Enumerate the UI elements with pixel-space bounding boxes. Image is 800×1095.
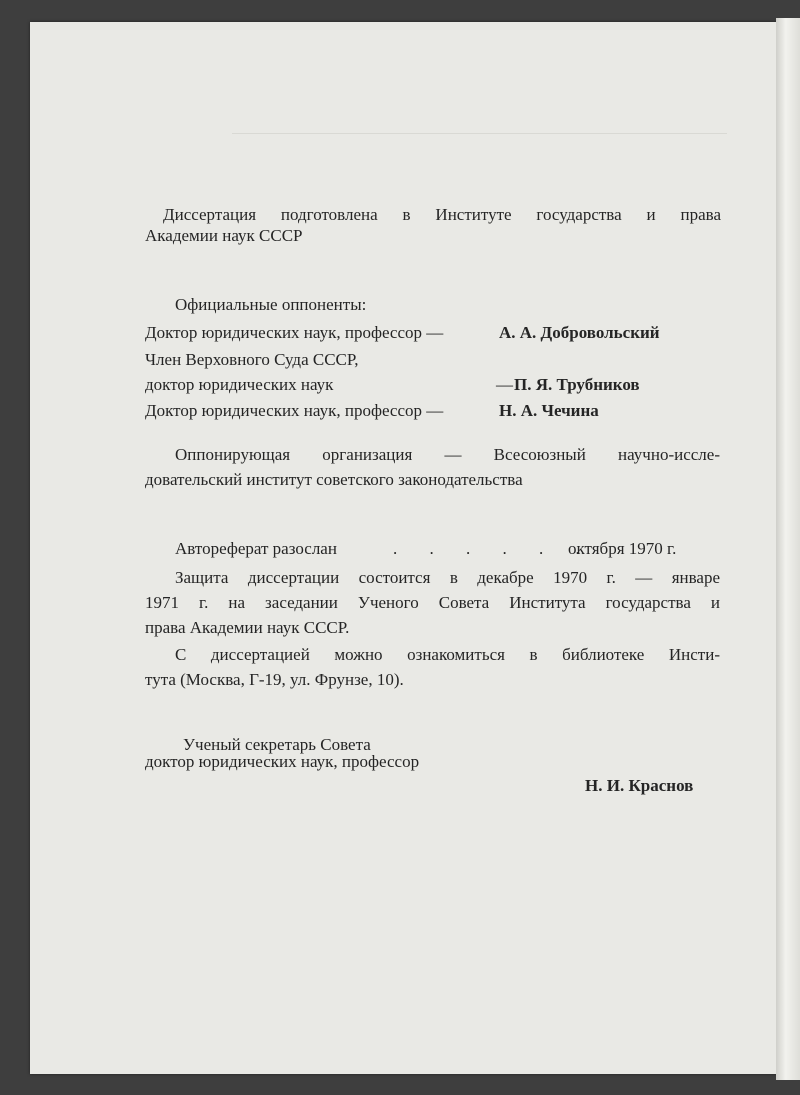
opponent-2-name: П. Я. Трубников (514, 375, 640, 394)
opponent-3-name: Н. А. Чечина (499, 401, 599, 420)
prepared-line-1: Диссертация подготовлена в Институте государства и права (163, 205, 721, 224)
opponent-2-title-b: доктор юридических наук (145, 375, 334, 394)
opponent-2-title-a: Член Верховного Суда СССР, (145, 350, 359, 369)
library-line-2: тута (Москва, Г-19, ул. Фрунзе, 10). (145, 670, 404, 689)
library-line-1: С диссертацией можно ознакомиться в библиотеке Инсти- (175, 645, 720, 664)
prepared-line-2: Академии наук СССР (145, 226, 303, 245)
defense-line-3: права Академии наук СССР. (145, 618, 350, 637)
signature-name: Н. И. Краснов (585, 776, 694, 795)
organization-line-2: довательский институт советского законодательства (145, 470, 523, 489)
sent-dots: . . . . . . (393, 539, 594, 558)
opponents-heading: Официальные оппоненты: (175, 295, 367, 314)
show-through-rule (232, 133, 727, 134)
page-edge (776, 18, 800, 1080)
opponent-1-title: Доктор юридических наук, профессор — (145, 323, 444, 342)
organization-line-1: Оппонирующая организация — Всесоюзный научно-иссле- (175, 445, 720, 464)
signature-role-1: Ученый секретарь Совета (183, 735, 371, 754)
signature-role-2: доктор юридических наук, профессор (145, 752, 420, 771)
sent-label: Автореферат разослан (175, 539, 337, 558)
opponent-1-name: А. А. Добровольский (499, 323, 660, 342)
opponent-2-dash: — (496, 375, 513, 394)
sent-date: октября 1970 г. (568, 539, 677, 558)
defense-line-1: Защита диссертации состоится в декабре 1970 г. — январе (175, 568, 720, 587)
defense-line-2: 1971 г. на заседании Ученого Совета Института государства и (145, 593, 720, 612)
opponent-3-title: Доктор юридических наук, профессор — (145, 401, 444, 420)
